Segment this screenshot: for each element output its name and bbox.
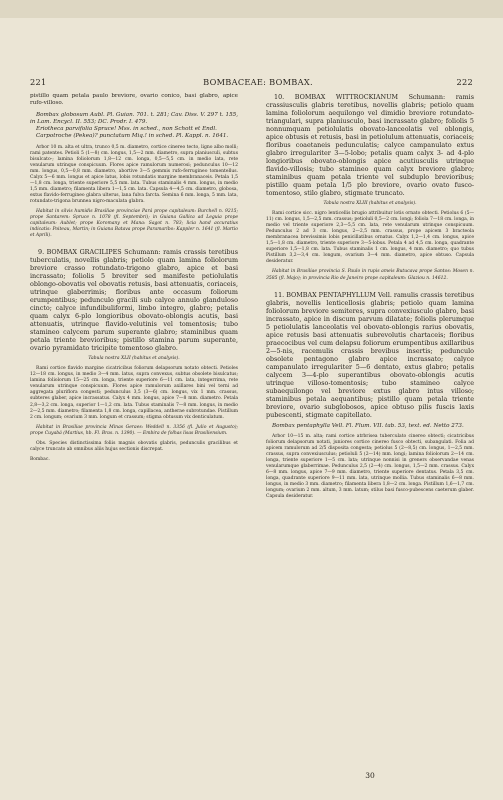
folio-number: 30 [365,771,375,780]
synonym-carpotroche: Carpotroche (Pekea)? punctatum Miq.! in sched. Pl. Kappl. n. 1641. [36,133,229,140]
left-column [30,93,238,463]
page-top-margin [0,0,503,18]
description-10: Rami cortice sicc. nigro lenticellis brugio attribuitur lotis ornato obtecti. Petiolus 6 (5—11) cm. longus, 1,5—2,5 mm. crassus; petioluli 0,5—2 cm. longi; foliola 7—18 cm. longa, in medio vel triente superiore 2,3—5,5 cm. lata, rete venularum utrinque conspicuum. Pedunculus 2 ad 3 cm. longus, 2—2,5 mm. crassus, prope apicem 3 bracteola membranacea brevissimis lobis penicillatibus ornatus. Calyx 1,2—1,4 cm. longus, apice 1,5—1,8 cm. diametro, triente superiore 3—5-lobus. Petala 4 ad 4,5 cm. longa, quadrante superiore 1,5—1,8 cm. lata. Tubus staminalis 1 cm. longus, 4 mm. diametro; quo tubus Pistillum 3,2—3,4 cm. longum, ovarium 3—4 mm. diametro, apice obtuso. Capsula desideratur. [266,211,474,265]
description-11: Arbor 10—15 m. alta; rami cortice atrbrisea tuberculato cinereo obtecti; cicatricibus foliorum delapsorum notati, juniores cortice cinereo fusco obtecti, subangulati. Folia ad apicem ramulorum ad 2/5 disposita congesta; petiolus 5 (2—8,5) cm. longus, 1—2,5 mm. crassus, supra convexiusculus; petioluli 5 (2—14) mm. longi; lamina foliolorum 2—14 cm. longa, triente superiore 1—5 cm. lata; utrinque nonnisi in greners observandae venas venularumque glaberrimae. Pedunculus 2,5 (2—4) cm. longus, 1,5—2 mm. crassus. Calyx 6—8 mm. longus, apice 7—9 mm. diametro, triente superiore dentatus. Petala 3,5 cm. longa, quadrante superiore 9—11 mm. lata, utrinque mollia. Tubus staminalis 6—8 mm. longus, in medio 3 mm. diametro; filamenta libera 1,8—2 cm. longa. Pistillum 1,6—1,7 cm. longum; ovarium 2 mm. altum, 3 mm. latum; stilus basi fusco-pubescens caeterum glaber. Capsula desideratur. [266,433,474,500]
tabula-10: Tabula nostra XLIII (habitus et analysis). [323,201,417,206]
synonym-bombax-pentaphylla: Bombax pentaphylla Vell. Fl. Flum. VII. tab. 53, text. ed. Netto 273. [272,422,464,429]
left-page-number: 221 [30,77,47,87]
habitat-10: Habitat in Brasiliae provincia S. Paulo in rupis ameis Butucava prope Santos: Mosen n. 3585 (fl. Majo); in provincia Rio de Janeiro prope capitaleum: Glaziou n. 14612. [266,269,474,281]
right-column [266,93,474,500]
description-9: Rami cortice flavido margine cicatricibus foliorum delapsorum notato obtecti. Petioles 12—18 cm. longus, in medio 3—4 mm. latus, supra convexus, subtus obsolete bisulcatus; lamina foliolorum 15—25 cm. longa, triente superiore 6—11 cm. lata, integerrima, rete venularum utrinque conspicuum. Flores apice ramulorum axillares bini vel terni ad aggregata pluriflora congesti; pedunculus 3,5 (3—6) cm. longus, vix 1 mm. crassus, subteres glaber, apice incrassatus. Calyx 4 mm. longus, apice 7—8 mm. diametro. Petala 2,8—3,2 cm. longa, superior 1—1,2 cm. lata. Tubus staminalis 7—8 mm. longus, in medio 2—2,5 mm. diametro; filamenta 1,8 cm. longa, capillacea, antherae subrotundae. Pistillum 2 cm. longum; ovarium 3 mm. longum et crassum; stigma obtusum vix denticulatum. [30,366,238,420]
paragraph-continuation: pistillo quam petala paulo breviore, ovario conico, basi glabro, apice rufo-villoso. [30,93,238,107]
synonym-bombax-globosum: Bombax globosum Aubl. Pl. Guian. 701. t. 281; Cav. Diss. V. 297 t. 155, in Lam. Encycl. II. 553; DC. Prodr. I. 479. [30,111,238,125]
habitat-9: Habitat in Brasiliae provincia Minas Geraes: Weddell n. 3356 (fl. Julio et Augusto); prope Cuyabá (Martius, hb. Fl. Bras. n. 1390). — Embira de folhas lisas Brasiliensium. [30,424,238,436]
footer-signature: Bombac. [30,456,50,462]
observation-9: Obs. Species distinctissima foliis magnis obovatis glabris, pedunculis gracilibus et calyce truncato ab omnibus aliis hujus sectionis discrepat. [30,440,238,452]
habitat-8: Habitat in silvis humidis Brasiliae provinciae Pará prope capitaleum: Burchell n. 9215; prope Santarem: Spruce n. 1078 (fl. Septembri); in Guiana Gallica ad Leguia prope capitaleum: Aublet; prope Koromany et Mana: Sagot n. 783; licia hand accuratius indicatis: Poiteau, Martin; in Guiana Batava prope Paramaribo: Kappler n. 1641 (fl. Martio et Aprili). [30,208,238,239]
tabula-9: Tabula nostra XLII (habitus et analysis). [88,356,180,362]
species-9-heading: 9. BOMBAX GRACILIPES Schumann: ramis crassis teretibus tuberculatis, novellis glabris; petiolo quam lamina foliolorum breviore crasso rotundato-trigono glabro, apice et basi incrassato; foliolis 5 breviter sed manifeste petiolulatis oblongo-obovatis vel obovatis retusis, basi attenuatis, coriaceis, utrinque glaberrimis; floribus ante occasum foliorum erumpentibus; pedunculo gracili sub calyce annulo glanduloso cincto; calyce infundibuliformi, limbo integro, glabro; petalis quam calyx 6-plo longioribus obovato-oblongis acutis, basi attenuatis, utrinque flavido-velutinis vel tomentosis; tubo stamineo calycem parum superante glabro; staminibus quam petala triente brevioribus; pistillo stamina parum superante, ovario pyramidato tricipite tomentoso glabro. [30,248,238,353]
right-page-number: 222 [456,77,473,87]
synonym-eriotheca: Eriotheca parvifolia Spruce! Mss. in sched., non Schott et Endl. [36,126,217,132]
species-10-heading: 10. BOMBAX WITTROCKIANUM Schumann: ramis crassiusculis glabris teretibus, novellis glabris; petiolo quam lamina foliolorum aequilongo vel dimidio breviore rotundato-triangulari, supra planiusculo, basi incrassato glabro; foliolis 5 nonnumquam petiolulatis obovato-lanceolatis vel oblongis, apice obtusis et retusis, basi in petiolulum attenuatis, coriaceis; floribus coaetaneis pedunculatis; calyce campanulato extus glabro irregulariter 3—5-lobo; petalis quam calyx 3- ad 4-plo longioribus obovato-oblongis apice acutiusculis utrinque flavido-villosis; tubo stamineo quam calyx breviore glabro; staminibus quam petala triente vel subduplo brevioribus; pistillo quam petala 1/5 plo breviore, ovario ovato fusco-tomentoso, stilo glabro, stigmate truncato. [266,93,474,197]
description-8: Arbor 10 m. alta et ultra, trunco 0,5 m. diametro, cortice cinereo tecto, ligno albo molli; rami patentes. Petioli 5 (1—8) cm. longus, 1,5—2 mm. diametro, supra planiusculi, subtus bisulcato-; lamina foliolorum 1,8—12 cm. longa, 0,5—5,5 cm. in medio lata, rete venularum utrinque conspicuum. Flores apice ramulorum numerosi; pedunculus 10—12 mm. longus, 0,5—0,8 mm. diametro, abortive 3—5 gemmis rufo-ferrugineo tomentellus. Calyx 5—6 mm. longus et apice latus, lobis rotundatis margine membranaceis. Petala 1,5—1,8 cm. longa, triente superiore 5,5 mm. lata. Tubus staminalis 4 mm. longus, in medio 1,5 mm. diametro; filamenta libera 1—1,5 cm. lata. Capsula 4—4,5 cm. diametro, globosa, extus flavido-ferrugineo glabra ulterus, lana fulva farcta. Semina 6 mm. longa, 5 mm. lata, rotundato-trigona brunnea nigro-maculata glabra. [30,144,238,204]
running-header: BOMBACEAE: BOMBAX. [203,77,313,87]
species-11-heading: 11. BOMBAX PENTAPHYLLUM Vell. ramulis crassis teretibus glabris, novellis lenticellosis glabris; petiolo quam lamina foliolorum breviore semiteres, supra convexiusculo glabro, basi incrassato, apice in discum parvum dilatate; foliolis plerumque 5 petiolulatis lanceolatis vel obovato-oblongis rarius obovatis, apice retusis basi attenuatis subrevolutis chartaceis; floribus praecocibus vel cum delapsu foliorum erumpentibus axillaribus 2—5-nis, racemulis crassis brevibus insertis; pedunculo obsolete pentagono glabro apice incrassato; calyce campanulato irregulariter 5—6 dentato, extus glabro; petalis calycem 3—4-plo superantibus obovato-oblongis acutis utrinque villoso-tomentosis; tubo stamineo calyce subaequilongo vel breviore extus glabro intus villoso; staminibus petala aequantibus; pistillo quam petala triente breviore, ovario subglobosos, apice obtuso pilis fuscis laxis pubescenti, stigmate capitellato. [266,290,475,419]
